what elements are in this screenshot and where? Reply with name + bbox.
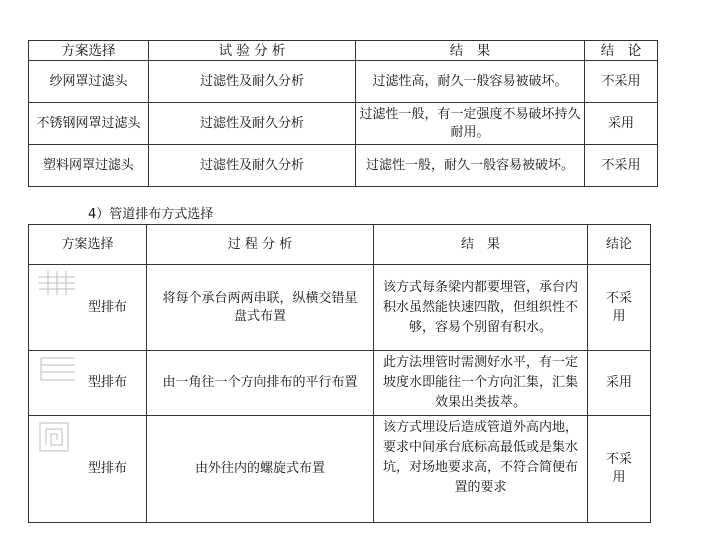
grid-pattern-icon xyxy=(39,271,75,295)
spiral-pattern-icon xyxy=(39,422,69,452)
cell-result: 过滤性高，耐久一般容易被破坏。 xyxy=(356,61,585,103)
cell-scheme xyxy=(29,351,147,416)
cell-analysis: 将每个承台两两串联，纵横交错星盘式布置 xyxy=(147,265,374,351)
cell-scheme-label: 型排布 xyxy=(87,299,127,315)
header-result: 结 果 xyxy=(356,41,585,61)
cell-conclusion: 采用 xyxy=(585,103,658,145)
cell-scheme-label: 型排布 xyxy=(87,375,127,390)
table-row xyxy=(29,61,658,103)
cell-result: 过滤性一般，有一定强度不易破坏持久耐用。 xyxy=(356,103,585,145)
cell-conclusion: 采用 xyxy=(588,351,651,416)
cell-conclusion: 不采用 xyxy=(585,61,658,103)
table-row xyxy=(29,145,658,187)
section-caption: 4）管道排布方式选择 xyxy=(88,207,214,222)
table-header-row xyxy=(29,225,651,265)
table-row xyxy=(29,351,651,416)
cell-conclusion: 不采用 xyxy=(588,265,651,351)
table-header-row xyxy=(29,41,658,61)
header-scheme: 方案选择 xyxy=(29,225,147,265)
header-analysis: 过 程 分 析 xyxy=(147,225,374,265)
cell-analysis: 过滤性及耐久分析 xyxy=(149,103,356,145)
cell-analysis: 过滤性及耐久分析 xyxy=(149,145,356,187)
table-row xyxy=(29,416,651,523)
cell-result: 该方式每条梁内都要埋管，承台内积水虽然能快速四散，但组织性不够，容易个别留有积水。 xyxy=(374,265,588,351)
cell-scheme xyxy=(29,416,147,523)
header-analysis: 试 验 分 析 xyxy=(149,41,356,61)
cell-analysis: 由一角往一个方向排布的平行布置 xyxy=(147,351,374,416)
cell-conclusion: 不采用 xyxy=(585,145,658,187)
cell-scheme: 不锈钢网罩过滤头 xyxy=(29,103,149,145)
cell-scheme xyxy=(29,265,147,351)
cell-scheme-label: 型排布 xyxy=(87,461,127,476)
cell-scheme: 纱网罩过滤头 xyxy=(29,61,149,103)
cell-analysis: 由外往内的螺旋式布置 xyxy=(147,416,374,523)
cell-result: 该方式埋设后造成管道外高内地，要求中间承台底标高最低或是集水坑，对场地要求高，不符合简便布置的要求 xyxy=(374,416,588,523)
table-row xyxy=(29,265,651,351)
header-scheme: 方案选择 xyxy=(29,41,149,61)
header-result: 结 果 xyxy=(374,225,588,265)
pipe-layout-table xyxy=(28,224,651,523)
header-conclusion: 结 论 xyxy=(585,41,658,61)
cell-scheme: 塑料网罩过滤头 xyxy=(29,145,149,187)
filter-head-table xyxy=(28,40,658,187)
cell-analysis: 过滤性及耐久分析 xyxy=(149,61,356,103)
cell-result: 此方法埋管时需测好水平，有一定坡度水即能往一个方向汇集，汇集效果出类拔萃。 xyxy=(374,351,588,416)
table-row xyxy=(29,103,658,145)
cell-result: 过滤性一般，耐久一般容易被破坏。 xyxy=(356,145,585,187)
parallel-lines-icon xyxy=(39,357,75,381)
cell-conclusion: 不采用 xyxy=(588,416,651,523)
header-conclusion: 结论 xyxy=(588,225,651,265)
